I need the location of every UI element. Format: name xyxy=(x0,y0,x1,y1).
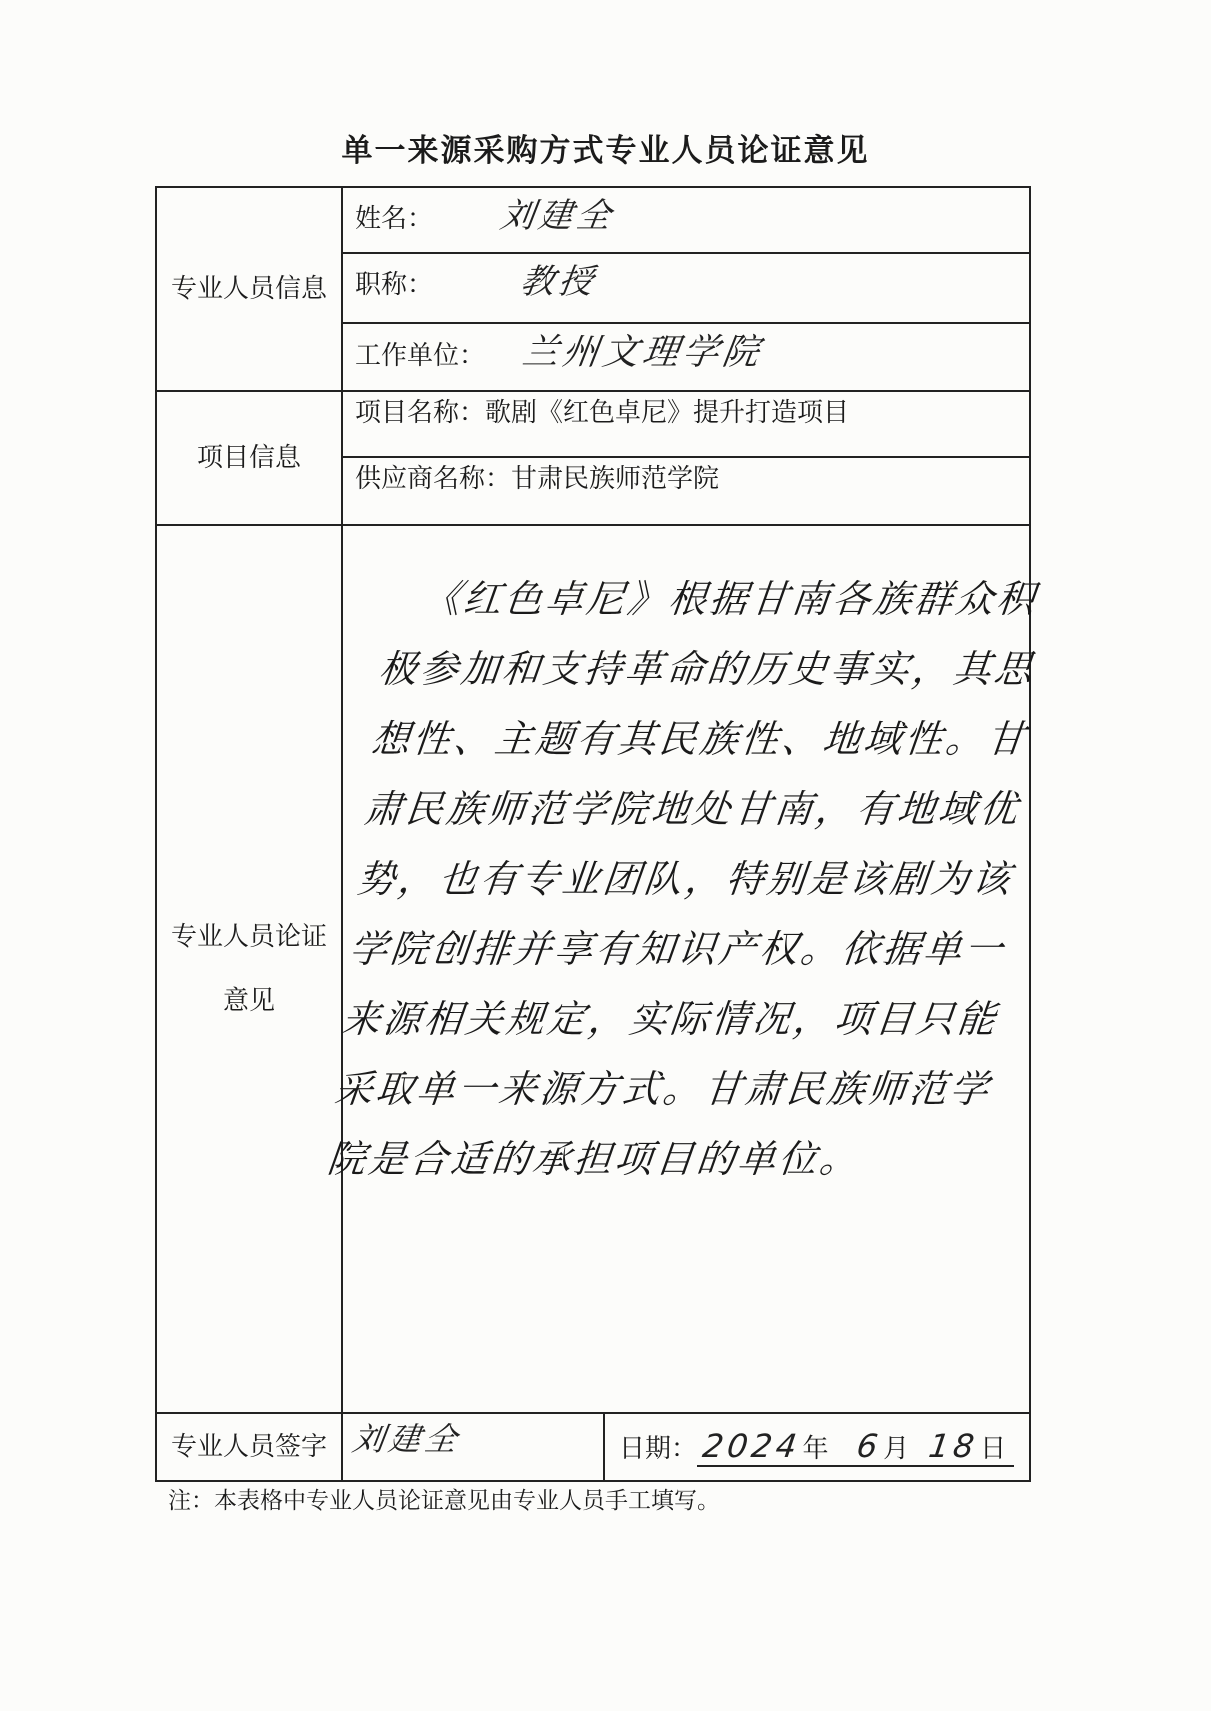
signature-value: 刘建全 xyxy=(350,1420,464,1458)
unit-label: 工作单位： xyxy=(355,341,486,371)
project-info-label: 项目信息 xyxy=(156,391,342,525)
opinion-label-line2: 意见 xyxy=(222,986,275,1016)
supplier-row xyxy=(342,457,1030,525)
form-title: 单一来源采购方式专业人员论证意见 xyxy=(341,133,870,169)
date-year-unit: 年 xyxy=(802,1434,829,1464)
name-value: 刘建全 xyxy=(497,196,618,236)
date-day-unit: 日 xyxy=(980,1434,1007,1464)
name-label: 姓名： xyxy=(355,204,434,234)
supplier-label: 供应商名称： xyxy=(355,464,512,494)
date-month-unit: 月 xyxy=(883,1434,910,1464)
date-cell xyxy=(604,1413,1030,1481)
title-label: 职称： xyxy=(355,270,434,300)
opinion-form-table xyxy=(155,186,1040,1482)
date-value xyxy=(697,1427,1014,1467)
opinion-label xyxy=(156,525,342,1413)
expert-info-label: 专业人员信息 xyxy=(156,187,342,391)
unit-value: 兰州文理学院 xyxy=(519,332,766,373)
project-name-value: 歌剧《红色卓尼》提升打造项目 xyxy=(485,398,850,428)
opinion-handwritten-text: 《红色卓尼》根据甘南各族群众积极参加和支持革命的历史事实，其思想性、主题有其民族性、地域性。甘肃民族师范学院地处甘南，有地域优势，也有专业团队，特别是该剧为该学院创排并享有知识产权。依据单一来源相关规定，实际情况，项目只能采取单一来源方式。甘肃民族师范学院是合适的承担项目的单位。 xyxy=(325,577,1040,1181)
signature-label: 专业人员签字 xyxy=(156,1413,342,1481)
project-name-row xyxy=(342,391,1030,457)
unit-row xyxy=(342,323,1030,391)
date-month: 6 xyxy=(854,1427,884,1465)
signature-cell xyxy=(342,1413,604,1481)
date-year: 2024 xyxy=(700,1427,804,1465)
opinion-cell xyxy=(325,525,1040,1413)
name-row xyxy=(342,187,1030,253)
supplier-value: 甘肃民族师范学院 xyxy=(511,464,720,494)
date-day: 18 xyxy=(926,1427,981,1465)
title-value: 教授 xyxy=(517,262,600,302)
footnote: 注：本表格中专业人员论证意见由专业人员手工填写。 xyxy=(168,1488,720,1514)
opinion-label-line1: 专业人员论证 xyxy=(170,922,327,952)
project-name-label: 项目名称： xyxy=(355,398,486,428)
title-row xyxy=(342,253,1030,323)
date-label: 日期： xyxy=(619,1434,698,1464)
